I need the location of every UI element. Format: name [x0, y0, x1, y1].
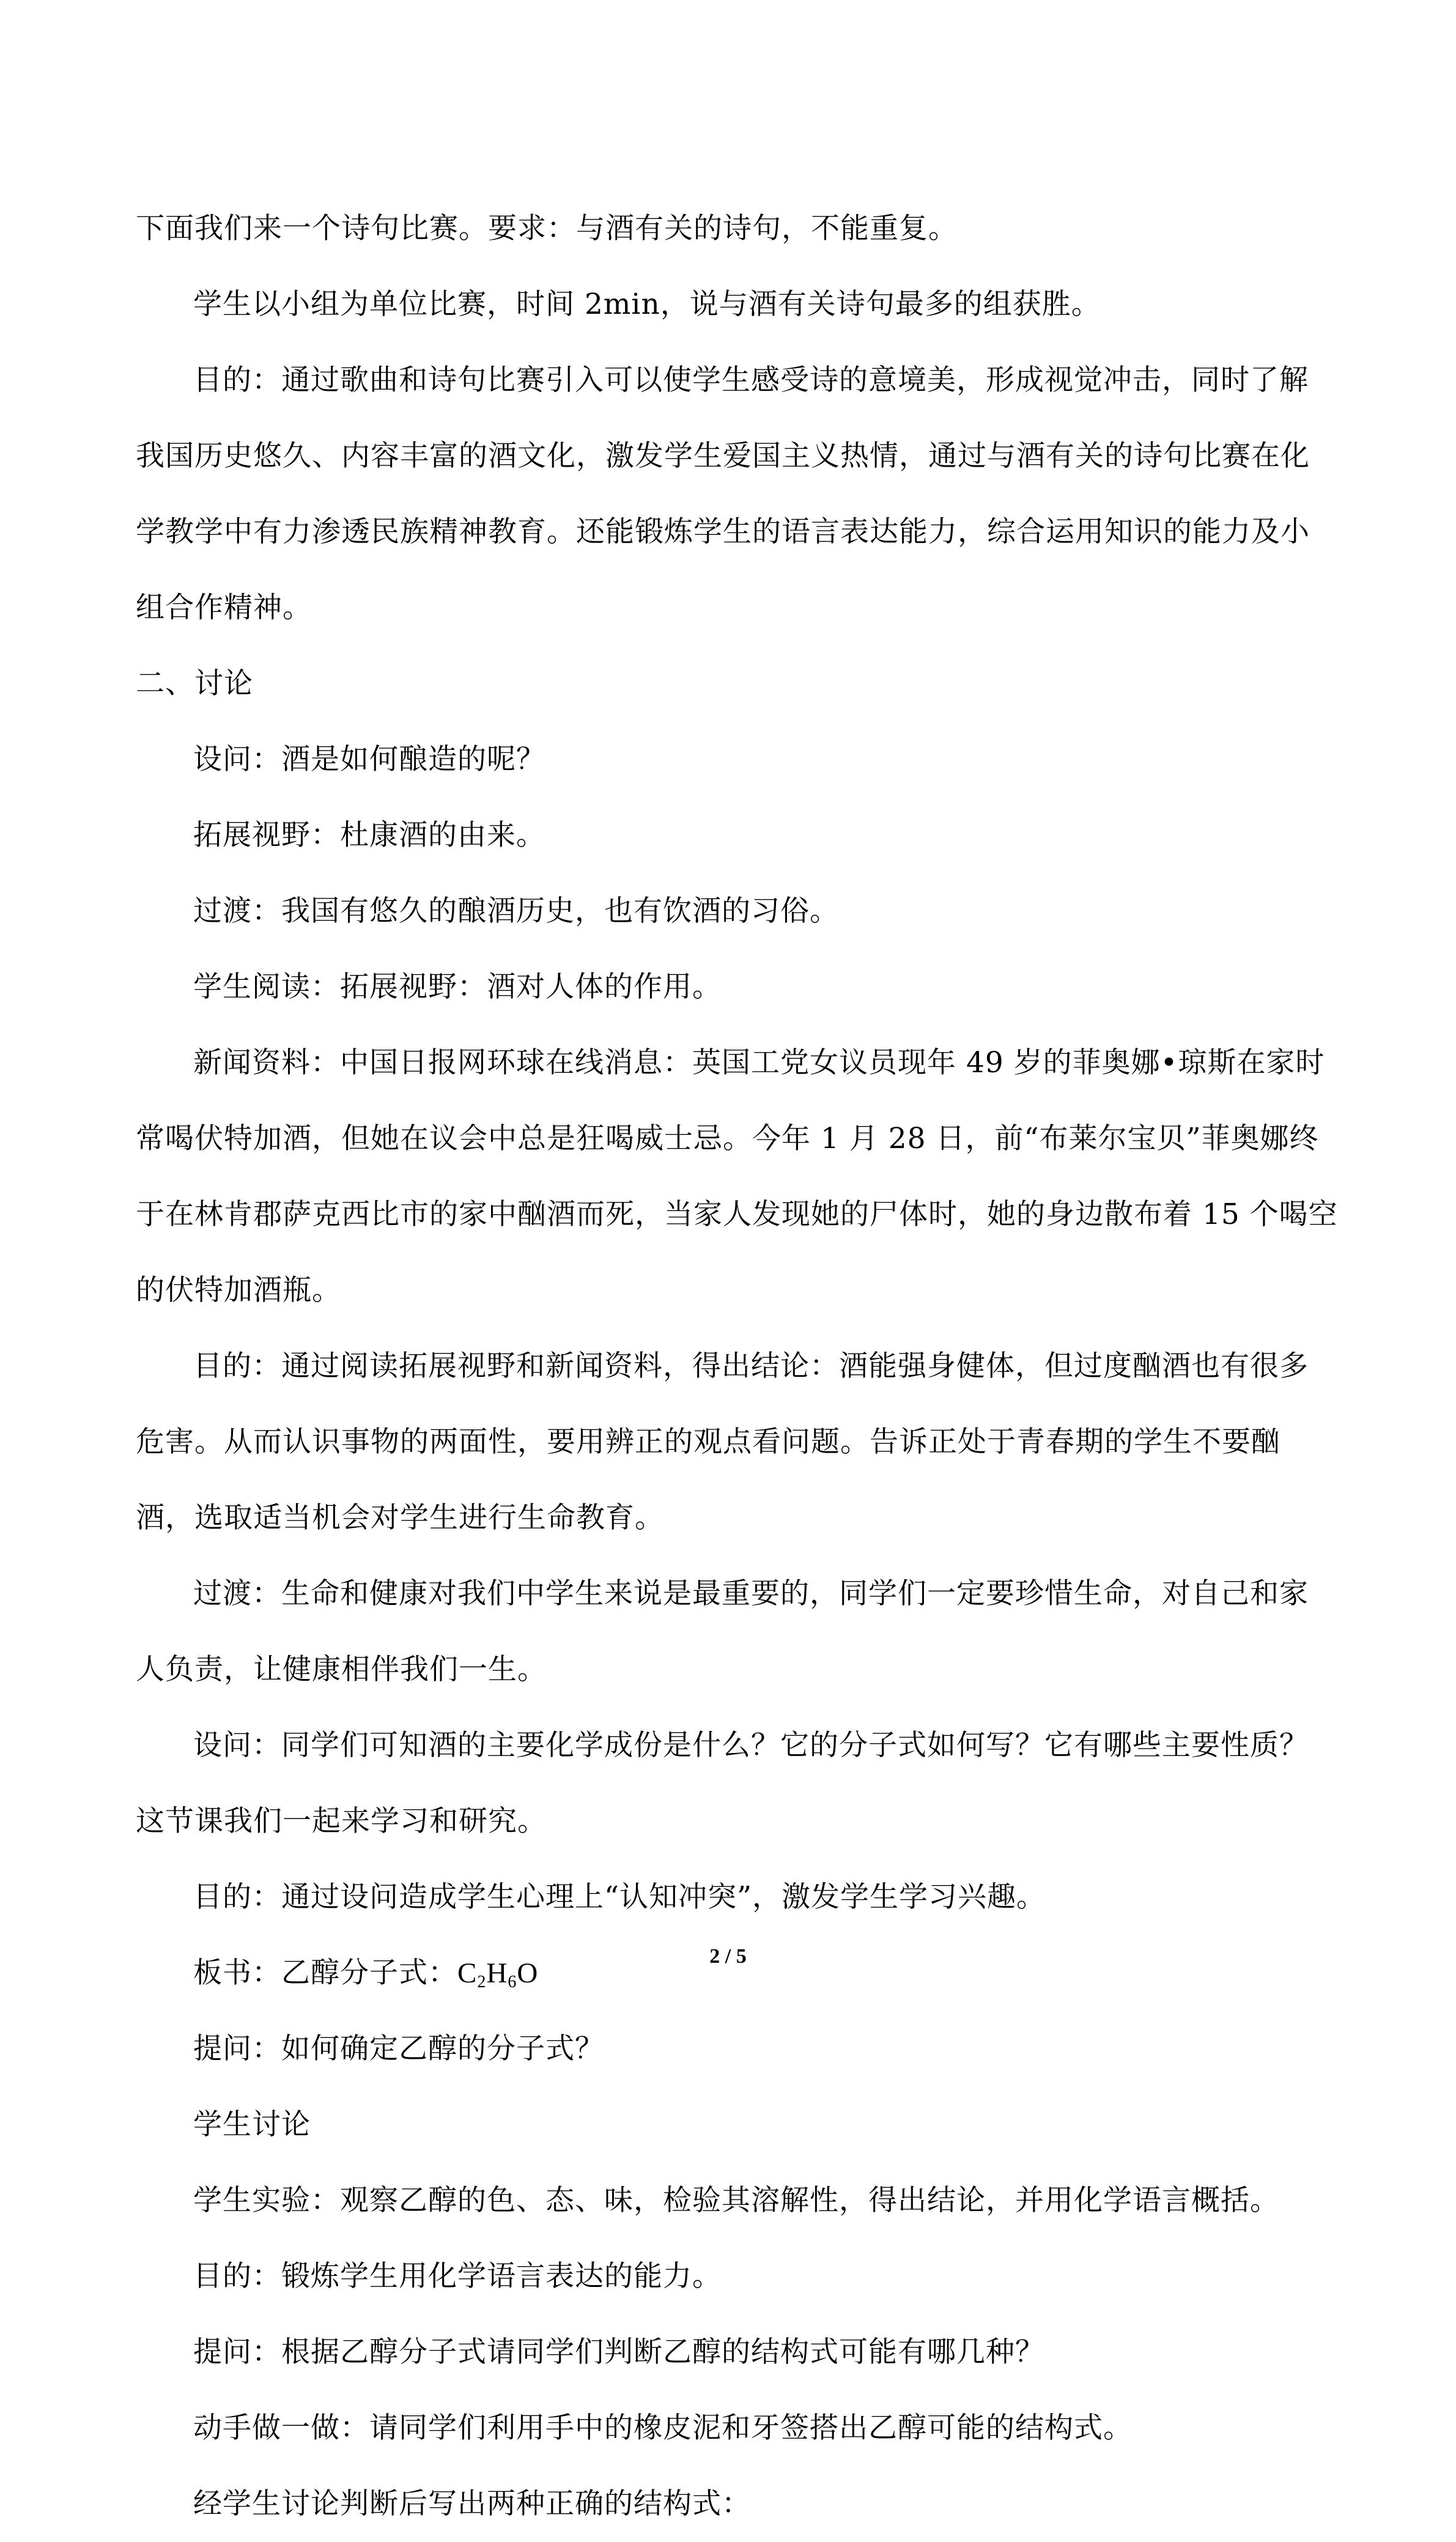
- paragraph-line: 设问：酒是如何酿造的呢？: [193, 743, 545, 776]
- paragraph-line: 目的：通过设问造成学生心理上“认知冲突”，激发学生学习兴趣。: [193, 1880, 1046, 1914]
- paragraph-line: 设问：同学们可知酒的主要化学成份是什么？它的分子式如何写？它有哪些主要性质？: [193, 1729, 1309, 1762]
- paragraph-line: 的伏特加酒瓶。: [136, 1273, 341, 1307]
- paragraph-line: 学生以小组为单位比赛，时间 2min，说与酒有关诗句最多的组获胜。: [193, 287, 1101, 321]
- paragraph-line: 过渡：生命和健康对我们中学生来说是最重要的，同学们一定要珍惜生命，对自己和家: [193, 1577, 1309, 1610]
- paragraph-line: 经学生讨论判断后写出两种正确的结构式：: [193, 2487, 751, 2521]
- paragraph-line: 组合作精神。: [136, 591, 312, 624]
- paragraph-line: 目的：锻炼学生用化学语言表达的能力。: [193, 2259, 722, 2293]
- formula-prefix: 板书：乙醇分子式：: [193, 1956, 457, 1990]
- formula-element: C: [457, 1957, 478, 1989]
- paragraph-line: 这节课我们一起来学习和研究。: [136, 1804, 547, 1838]
- document-body: [136, 191, 1338, 2542]
- paragraph-line: 动手做一做：请同学们利用手中的橡皮泥和牙签搭出乙醇可能的结构式。: [193, 2411, 1133, 2445]
- paragraph-line: 二、讨论: [136, 667, 253, 700]
- paragraph-line: 学生实验：观察乙醇的色、态、味，检验其溶解性，得出结论，并用化学语言概括。: [193, 2184, 1279, 2217]
- paragraph-line: 酒，选取适当机会对学生进行生命教育。: [136, 1501, 664, 1535]
- formula-subscript: 2: [477, 1973, 487, 1992]
- paragraph-line: 学生阅读：拓展视野：酒对人体的作用。: [193, 970, 722, 1004]
- page-number: 2 / 5: [709, 1945, 747, 1968]
- formula-element: H: [486, 1957, 508, 1989]
- paragraph-line: 提问：如何确定乙醇的分子式？: [193, 2032, 604, 2066]
- paragraph-line: 提问：根据乙醇分子式请同学们判断乙醇的结构式可能有哪几种？: [193, 2335, 1044, 2369]
- paragraph-line: 常喝伏特加酒，但她在议会中总是狂喝威士忌。今年 1 月 28 日，前“布莱尔宝贝”菲奥娜终: [136, 1122, 1319, 1155]
- paragraph-line: 我国历史悠久、内容丰富的酒文化，激发学生爱国主义热情，通过与酒有关的诗句比赛在化: [136, 439, 1310, 473]
- formula-subscript: 6: [508, 1973, 517, 1992]
- paragraph-line: 过渡：我国有悠久的酿酒历史，也有饮酒的习俗。: [193, 894, 839, 928]
- paragraph-line: 学教学中有力渗透民族精神教育。还能锻炼学生的语言表达能力，综合运用知识的能力及小: [136, 515, 1310, 549]
- paragraph-line: 人负责，让健康相伴我们一生。: [136, 1653, 547, 1686]
- paragraph-line: 拓展视野：杜康酒的由来。: [193, 818, 545, 852]
- paragraph-line: 学生讨论: [193, 2108, 311, 2141]
- paragraph-line: 目的：通过阅读拓展视野和新闻资料，得出结论：酒能强身健体，但过度酗酒也有很多: [193, 1349, 1309, 1383]
- formula-element: O: [517, 1957, 539, 1989]
- paragraph-line: 目的：通过歌曲和诗句比赛引入可以使学生感受诗的意境美，形成视觉冲击，同时了解: [193, 363, 1309, 397]
- paragraph-line: 危害。从而认识事物的两面性，要用辨正的观点看问题。告诉正处于青春期的学生不要酗: [136, 1425, 1280, 1459]
- paragraph-line: 新闻资料：中国日报网环球在线消息：英国工党女议员现年 49 岁的菲奥娜•琼斯在家时: [193, 1046, 1325, 1080]
- paragraph-line: 于在林肯郡萨克西比市的家中酗酒而死，当家人发现她的尸体时，她的身边散布着 15 个喝空: [136, 1198, 1338, 1231]
- paragraph-line: 下面我们来一个诗句比赛。要求：与酒有关的诗句，不能重复。: [136, 212, 958, 245]
